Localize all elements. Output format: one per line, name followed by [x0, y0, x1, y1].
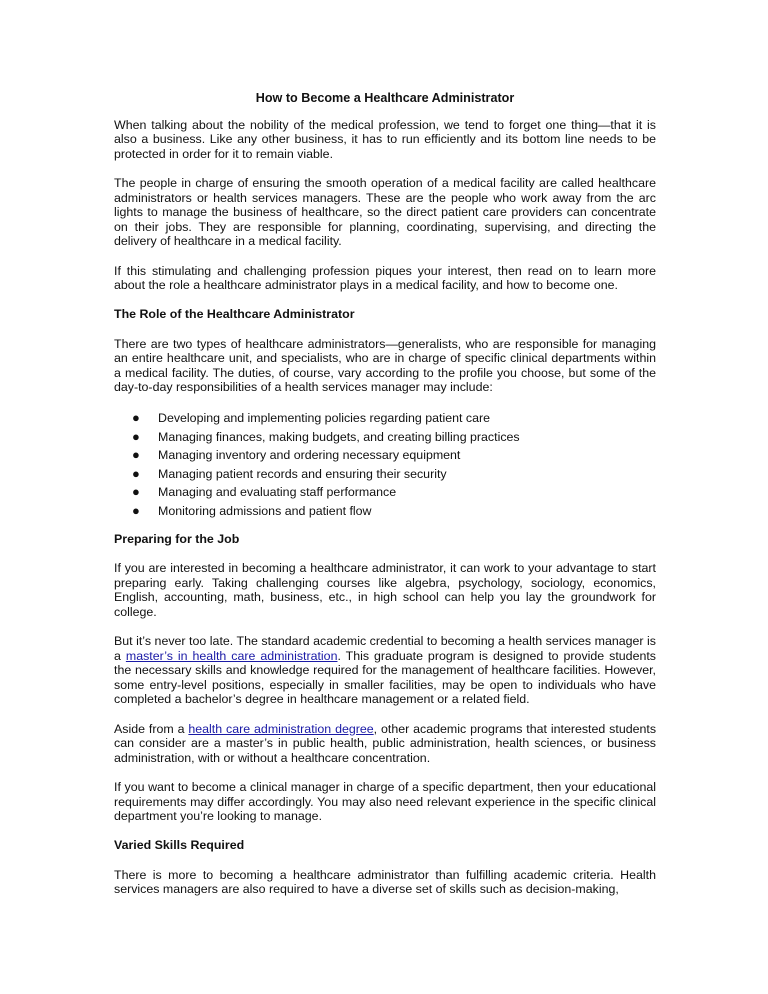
list-item: ● Managing and evaluating staff performance	[114, 483, 656, 501]
bullet-icon: ●	[132, 502, 140, 518]
bullet-icon: ●	[132, 465, 140, 481]
bullet-icon: ●	[132, 410, 140, 426]
intro-paragraph-3: If this stimulating and challenging profession piques your interest, then read on to learn more about the role a healthcare administrator plays in a medical facility, and how to become one.	[114, 263, 656, 293]
preparing-heading: Preparing for the Job	[114, 531, 240, 546]
intro-paragraph-1: When talking about the nobility of the medical profession, we tend to forget one thing—that it is also a business. Like any other business, it has to run efficiently and its bottom line needs to be protected in order for it to remain viable.	[114, 117, 656, 161]
list-item: ● Developing and implementing policies regarding patient care	[114, 409, 656, 427]
document-title: How to Become a Healthcare Administrator	[255, 91, 515, 105]
bullet-icon: ●	[132, 428, 140, 444]
intro-paragraph-2: The people in charge of ensuring the smooth operation of a medical facility are called healthcare administrators or health services managers. These are the people who work away from the arc lights to manage the business of healthcare, so the direct patient care providers can concentrate on their jobs. They are responsible for planning, coordinating, supervising, and directing the delivery of healthcare in a medical facility.	[114, 175, 656, 249]
preparing-paragraph-2: But it’s never too late. The standard academic credential to becoming a health services manager is a master’s in health care administration. This graduate program is designed to provide students the necessary skills and knowledge required for the management of healthcare facilities. However, some entry-level positions, especially in smaller facilities, may be open to individuals who have completed a bachelor’s degree in healthcare management or a related field.	[114, 634, 656, 707]
skills-paragraph-1: There is more to becoming a healthcare administrator than fulfilling academic criteria. Health services managers are also required to have a diverse set of skills such as decision-making,	[114, 867, 656, 897]
preparing-paragraph-1: If you are interested in becoming a healthcare administrator, it can work to your advantage to start preparing early. Taking challenging courses like algebra, psychology, sociology, economics, English, accounting, math, business, etc., in high school can help you lay the groundwork for college.	[114, 561, 656, 619]
role-heading: The Role of the Healthcare Administrator	[114, 307, 355, 322]
list-item: ● Managing finances, making budgets, and creating billing practices	[114, 428, 656, 446]
masters-link[interactable]: master’s in health care administration	[125, 648, 338, 663]
responsibilities-list	[114, 409, 656, 519]
list-item: ● Monitoring admissions and patient flow	[114, 502, 656, 520]
role-paragraph: There are two types of healthcare administrators—generalists, who are responsible for managing an entire healthcare unit, and specialists, who are in charge of specific clinical departments within a medical facility. The duties, of course, vary according to the profile you choose, but some of the day-to-day responsibilities of a health services manager may include:	[114, 336, 656, 395]
list-item: ● Managing inventory and ordering necessary equipment	[114, 446, 656, 464]
bullet-icon: ●	[132, 484, 140, 500]
list-item: ● Managing patient records and ensuring their security	[114, 465, 656, 483]
preparing-paragraph-4: If you want to become a clinical manager in charge of a specific department, then your educational requirements may differ accordingly. You may also need relevant experience in the specific clinical department you’re looking to manage.	[114, 780, 656, 824]
degree-link[interactable]: health care administration degree	[188, 721, 374, 736]
document-page	[114, 91, 656, 911]
skills-heading: Varied Skills Required	[114, 838, 245, 853]
preparing-paragraph-3: Aside from a health care administration degree, other academic programs that interested students can consider are a master’s in public health, public administration, health sciences, or business administration, with or without a healthcare concentration.	[114, 721, 657, 765]
bullet-icon: ●	[132, 447, 140, 463]
